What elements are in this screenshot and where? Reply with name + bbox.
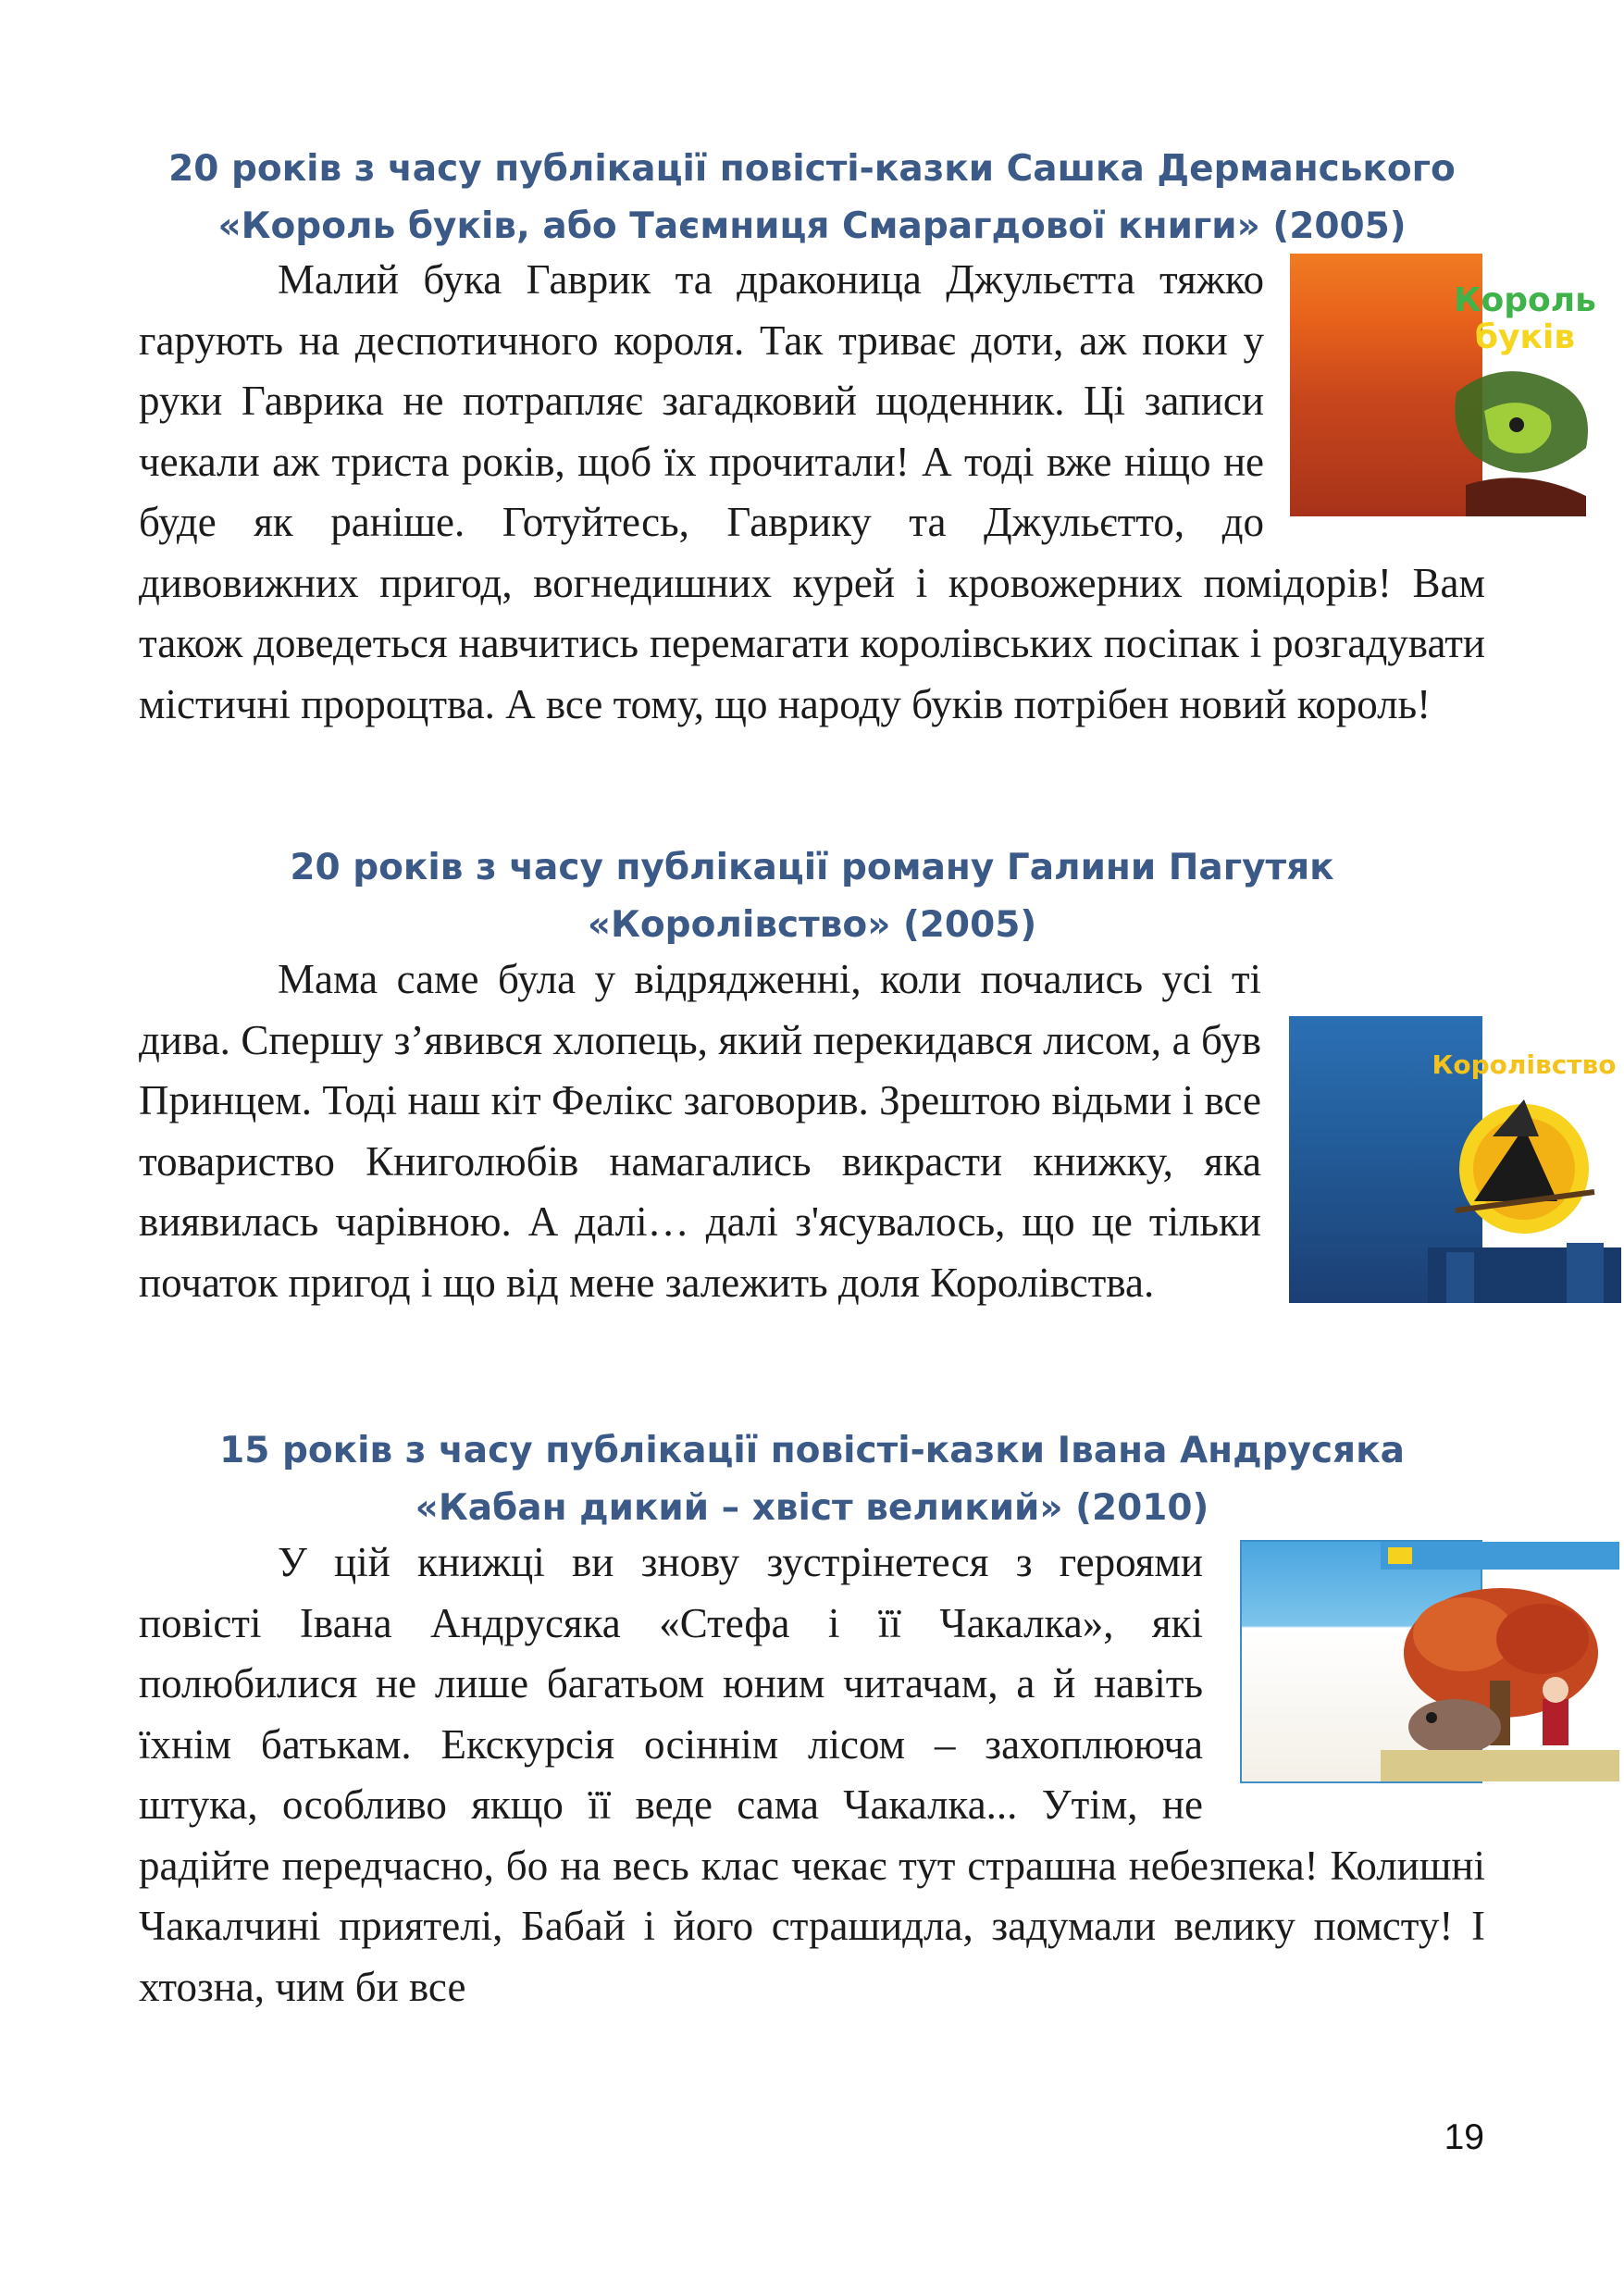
section-3-body — [139, 1533, 1485, 2017]
book-cover-korol-bukiv — [1290, 254, 1596, 516]
cover-1-title-word-2: буків — [1474, 318, 1576, 356]
section-1-text: Малий бука Гаврик та драконица Джульєтта тяжко гарують на деспотичного короля. Так триває доти, аж поки у руки Гаврика не потрапляє загадковий щоденник. Ці записи чекали аж триста років, щоб їх прочитали! А тоді вже ніщо не буде як раніше. Готуйтесь, Гаврику та Джульєтто, до дивовижних пригод, вогнедишних курей і кровожерних помідорів! Вам також доведеться навчитись перемагати королівських посіпак і розгадувати містичні пророцтва. А все тому, що народу буків потрібен новий король! — [139, 256, 1485, 727]
section-2-text: Мама саме була у відрядженні, коли почались усі ті дива. Спершу з’явився хлопець, який перекидався лисом, а був Принцем. Тоді наш кіт Фелікс заговорив. Зрештою відьми і все товариство Книголюбів намагались викрасти книжку, яка виявилась чарівною. А далі… далі з'ясувалось, що це тільки початок пригод і що від мене залежить доля Королівства. — [139, 956, 1261, 1306]
page-number: 19 — [1444, 2117, 1484, 2157]
section-1-heading-line-1: 20 років з часу публікації повісті-казки Сашка Дерманського — [168, 148, 1456, 190]
section-1-heading-line-2: «Король буків, або Таємниця Смарагдової книги» (2005) — [217, 205, 1407, 247]
section-1-body — [139, 250, 1596, 735]
section-2-heading-line-2: «Королівство» (2005) — [587, 904, 1037, 946]
book-cover-korolivstvo — [1289, 1016, 1617, 1303]
section-2-heading — [139, 839, 1485, 954]
section-2-heading-line-1: 20 років з часу публікації роману Галини Пагутяк — [290, 847, 1334, 888]
section-3-heading-line-1: 15 років з часу публікації повісті-казки Івана Андрусяка — [219, 1430, 1405, 1471]
cover-1-title-word-1: Король — [1454, 281, 1596, 319]
book-cover-kaban-dykyi — [1240, 1540, 1482, 1783]
cover-2-title: Королівство — [1432, 1049, 1617, 1080]
section-1-paragraph — [139, 250, 1596, 735]
section-3-heading-line-2: «Кабан дикий – хвіст великий» (2010) — [415, 1487, 1209, 1529]
section-3-heading — [139, 1422, 1485, 1537]
section-2-paragraph — [139, 949, 1617, 1313]
section-2-body — [139, 949, 1617, 1313]
section-3-paragraph — [139, 1533, 1485, 2017]
section-1-heading — [139, 141, 1485, 255]
section-3-text: У цій книжці ви знову зустрінетеся з героями повісті Івана Андрусяка «Стефа і її Чакалка», які полюбилися не лише багатьом юним читачам, а й навіть їхнім батькам. Екскурсія осіннім лісом – захоплююча штука, особливо якщо її веде сама Чакалка... Утім, не радійте передчасно, бо на весь клас чекає тут страшна небезпека! Колишні Чакалчині приятелі, Бабай і його страшидла, задумали велику помсту! І хтозна, чим би все — [139, 1539, 1485, 2010]
